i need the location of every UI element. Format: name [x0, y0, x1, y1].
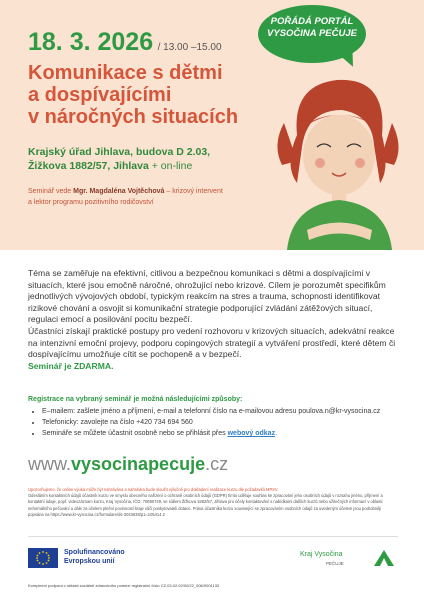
web-link[interactable]: webový odkaz: [227, 430, 276, 437]
website-url[interactable]: www.vysocinapecuje.cz: [28, 454, 229, 474]
bubble-line-2: VYSOČINA PEČUJE: [267, 28, 357, 39]
lector-line-2: a lektor programu pozitivního rodičovství: [28, 199, 154, 206]
registration-list: [28, 406, 398, 439]
registration-item-online: • Semináře se můžete účastnit osobně nebo se přihlásit přes webový odkaz.: [42, 428, 398, 439]
eu-flag-icon: [28, 548, 58, 568]
registration-item-email: • E–mailem: zašlete jméno a příjmení, e-mail a telefonní číslo na e-mailovou adresu poulova.n@kr-vysocina.cz: [42, 406, 398, 417]
registration-number: Komplexní podpora v oblasti sociálně zdravotního pomezí registrační číslo CZ.03.02.02/00/22_006/0001133: [28, 583, 220, 588]
date-time: / 13.00 –15.00: [157, 42, 222, 53]
seminar-title: [28, 62, 283, 128]
registration-heading: Registrace na vybraný seminář je možná následujícími způsoby:: [28, 396, 243, 403]
venue-online: + on-line: [151, 160, 193, 172]
footer-divider: [28, 536, 398, 537]
bubble-line-1: POŘÁDÁ PORTÁL: [270, 16, 354, 27]
eu-cofinanced: Spolufinancováno Evropskou unií: [64, 549, 125, 565]
venue-line-1: Krajský úřad Jihlava, budova D 2.03,: [28, 146, 211, 158]
kraj-vysocina-logo: Kraj Vysočina PEČUJE: [300, 550, 344, 568]
date-day: 18. 3. 2026: [28, 28, 154, 56]
free-notice: Seminář je ZDARMA.: [28, 360, 114, 371]
speech-bubble-text: [262, 16, 362, 40]
gdpr-text: Odesláním kontaktních údajů účastník kurzu ve smyslu obecného nařízení o ochraně osobních údajů (GDPR) tímto uděluje souhlas ke zpracování jeho osobních údajů v rozsahu jméno, příjmení a kontaktní údaje, popř. videozáznam kurzu, Kraj Vysočina, IČO: 70890749, se sídlem Žižkova 1882/57, Jihlava pro účely kontaktování s nabídkami dalších kurzů nebo užitečných informací v oblasti neformálního pečování a dále za účelem plnění povinností kraje vůči poskytovateli dotace. Práva účastníka kurzu související se zpracováním osobních údajů za uvedeným účelem jsou podrobněji popsána na https://www.kr-vysocina.cz/formulare/ds-3043638/p1=105414.2: [28, 493, 383, 517]
seminar-description: [28, 268, 398, 372]
event-date: [28, 28, 222, 57]
fine-print: [28, 487, 398, 518]
lector-role: – krizový intervent: [164, 188, 223, 195]
girl-illustration: [262, 65, 412, 250]
venue-line-2: Žižkova 1882/57, Jihlava: [28, 160, 149, 172]
description-p2: Účastníci získají praktické postupy pro vedení rozhovoru v krizových situacích, adekvátní reakce na intenzivní emoční projevy, podporu copingových strategií a vytváření prostředí, které dětem či dospívajícímu umožňuje cítit se pochopeně a v bezpečí.: [28, 325, 396, 360]
lector-info: [28, 186, 223, 208]
lector-prefix: Seminář vede: [28, 188, 74, 195]
venue: [28, 145, 210, 173]
lector-name: Mgr. Magdaléna Vojtěchová: [73, 188, 165, 195]
registration-item-phone: • Telefonicky: zavolejte na číslo +420 734 694 560: [42, 417, 398, 428]
kraj-logo-icon: [372, 548, 396, 568]
registration: [28, 394, 398, 439]
title-line-3: v náročných situacích: [28, 106, 239, 128]
description-p1: Téma se zaměřuje na efektivní, citlivou a bezpečnou komunikaci s dětmi a dospívajícími v situacích, které jsou emočně náročné, ohrožující nebo krizové. Cílem je porozumět specifikům jednotlivých vývojových období, typickým reakcím na stres a trauma, schopnosti identifikovat rizikové chování a osvojit si komunikační strategie podporující zvládání zátěžových situací, regulaci emocí a posilování pocitu bezpečí.: [28, 268, 386, 325]
title-line-1: Komunikace s dětmi: [28, 62, 223, 84]
recording-warning: Upozorňujeme, že online výuka může být nahrávána a nahrávka bude sloužit výlučně pro dokladení realizace kurzu dle požadavků MPSV.: [28, 487, 279, 492]
title-line-2: a dospívajícími: [28, 84, 172, 106]
